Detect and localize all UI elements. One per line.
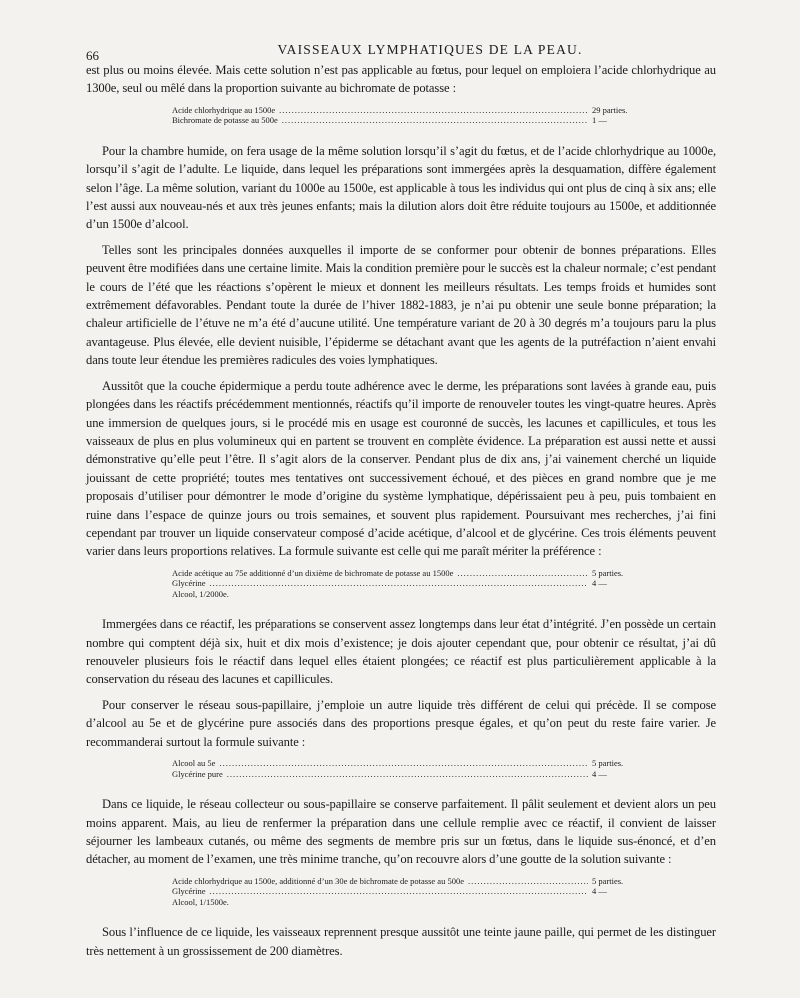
ingredient-quantity: 5 parties. bbox=[592, 567, 624, 578]
ingredient-quantity: 5 parties. bbox=[592, 875, 624, 886]
ingredient-quantity: 4 — bbox=[592, 886, 607, 897]
paragraph-0: est plus ou moins élevée. Mais cette solution n’est pas applicable au fœtus, pour lequel on emploiera l’acide chlorhydrique au 1300e, seul ou mêlé dans la proportion suivante au bichromate de potasse : bbox=[86, 63, 716, 96]
ingredient-name: Glycérine bbox=[172, 578, 206, 589]
leader-dots bbox=[468, 876, 588, 887]
formula-row bbox=[172, 876, 642, 887]
paragraph-1: Pour la chambre humide, on fera usage de la même solution lorsqu’il s’agit du fœtus, et de l’acide chlorhydrique au 1000e, lorsqu’il s’agit de l’adulte. Le liquide, dans lequel les préparations sont immergées après la desquamation, diffère également selon l’âge. La même solution, variant du 1000e au 1500e, est applicable à tous les individus qui ont plus de cinq à six ans; elle l’est aussi aux nouveau-nés et aux très jeunes enfants; mais la dilution alors doit être réduite toujours au 1500e, et additionnée d’un 1500e d’alcool. bbox=[86, 143, 716, 232]
leader-dots bbox=[219, 758, 588, 769]
ingredient-name: Alcool au 5e bbox=[172, 758, 216, 769]
running-head: VAISSEAUX LYMPHATIQUES DE LA PEAU. bbox=[277, 42, 583, 57]
formula-2 bbox=[172, 568, 642, 600]
paragraph-2: Telles sont les principales données auxquelles il importe de se conformer pour obtenir de bonnes préparations. Elles peuvent être modifiées dans une certaine limite. Mais la condition première pour le succès est la chaleur normale; c’est pendant le cours de l’été que les réactions s’opèrent le mieux et donnent les meilleurs résultats. Les temps froids et humides sont extrêmement défavorables. Pendant toute la durée de l’hiver 1882-1883, je n’ai pu obtenir une seule bonne préparation; la chaleur artificielle de l’étuve ne m’a été d’aucune utilité. Une température variant de 20 à 30 degrés m’a toujours paru la plus avantageuse. Plus élevée, elle devient nuisible, l’épiderme se détachant avant que les agents de la putréfaction n’aient envahi dans toute leur étendue les premières radicules des voies lymphatiques. bbox=[86, 242, 716, 368]
formula-row bbox=[172, 115, 642, 126]
formula-row bbox=[172, 105, 642, 116]
formula-1 bbox=[172, 105, 642, 126]
ingredient-quantity: 1 — bbox=[592, 115, 607, 126]
formula-3 bbox=[172, 758, 642, 779]
body-text bbox=[86, 61, 716, 967]
formula-row bbox=[172, 589, 642, 600]
formula-4 bbox=[172, 876, 642, 908]
formula-row bbox=[172, 758, 642, 769]
paragraph-6: Dans ce liquide, le réseau collecteur ou sous-papillaire se conserve parfaitement. Il pâlit seulement et devient alors un peu moins apparent. Mais, au lieu de renfermer la préparation dans une cellule remplie avec ce réactif, il convient de laisser séjourner les lambeaux cutanés, ou même des segments de membre pris sur un fœtus, dans le liquide sus-énoncé, et d’en détacher, au moment de l’examen, une très minime tranche, qu’on recouvre alors d’une goutte de la solution suivante : bbox=[86, 797, 716, 867]
page-number: 66 bbox=[86, 48, 99, 63]
ingredient-name: Alcool, 1/2000e. bbox=[172, 588, 229, 599]
leader-dots bbox=[282, 115, 588, 126]
ingredient-name: Acide chlorhydrique au 1500e bbox=[172, 104, 276, 115]
formula-row bbox=[172, 897, 642, 908]
ingredient-name: Glycérine bbox=[172, 886, 206, 897]
leader-dots bbox=[227, 769, 588, 780]
leader-dots bbox=[457, 568, 588, 579]
formula-row bbox=[172, 578, 642, 589]
ingredient-name: Glycérine pure bbox=[172, 768, 223, 779]
paragraph-7: Sous l’influence de ce liquide, les vaisseaux reprennent presque aussitôt une teinte jaune paille, qui permet de les distinguer très nettement à un grossissement de 200 diamètres. bbox=[86, 925, 716, 958]
ingredient-name: Alcool, 1/1500e. bbox=[172, 896, 229, 907]
leader-dots bbox=[210, 886, 588, 897]
ingredient-name: Acide chlorhydrique au 1500e, additionné d’un 30e de bichromate de potasse au 500e bbox=[172, 875, 464, 886]
paragraph-5: Pour conserver le réseau sous-papillaire, j’emploie un autre liquide très différent de celui qui précède. Il se compose d’alcool au 5e et de glycérine pure associés dans des proportions presque égales, et qu’on peut du reste faire varier. Je recommanderai surtout la formule suivante : bbox=[86, 697, 716, 749]
ingredient-quantity: 4 — bbox=[592, 578, 607, 589]
ingredient-name: Acide acétique au 75e additionné d’un dixième de bichromate de potasse au 1500e bbox=[172, 567, 454, 578]
formula-row bbox=[172, 769, 642, 780]
ingredient-quantity: 5 parties. bbox=[592, 758, 624, 769]
paragraph-3: Aussitôt que la couche épidermique a perdu toute adhérence avec le derme, les préparations sont lavées à grande eau, puis plongées dans les réactifs précédemment mentionnés, réactifs qu’il importe de renouveler toutes les vingt-quatre heures. Après une immersion de quelques jours, si le procédé mis en usage est couronné de succès, les lacunes et capillicules, et tous les vaisseaux de plus en plus volumineux qui en partent se trouvent en complète évidence. La préparation est aussi nette et aussi démonstrative qu’elle peut l’être. Il s’agit alors de la conserver. Pendant plus de dix ans, j’ai vainement cherché un liquide jouissant de cette propriété; toutes mes tentatives ont successivement échoué, et des pièces en grand nombre que je me proposais d’utiliser pour démontrer le mode d’origine du système lymphatique, dépérissaient peu à peu, puis tombaient en ruine dans l’espace de quinze jours ou trois semaines, et souvent plus rapidement. Poursuivant mes recherches, j’ai fini cependant par trouver un liquide conservateur composé d’acide acétique, d’alcool et de glycérine. Ces trois éléments peuvent varier dans leurs proportions relatives. La formule suivante est celle qui me paraît mériter la préférence : bbox=[86, 378, 716, 559]
formula-row bbox=[172, 568, 642, 579]
leader-dots bbox=[210, 578, 588, 589]
ingredient-quantity: 4 — bbox=[592, 768, 607, 779]
formula-row bbox=[172, 886, 642, 897]
ingredient-quantity: 29 parties. bbox=[592, 104, 628, 115]
leader-dots bbox=[279, 105, 588, 116]
paragraph-4: Immergées dans ce réactif, les préparations se conservent assez longtemps dans leur état d’intégrité. J’en possède un certain nombre qui comptent déjà six, huit et dix mois d’existence; je dois ajouter cependant que, pour obtenir ce résultat, j’ai dû renouveler plusieurs fois le réactif dans lequel elles étaient plongées; ce réactif est plus particulièrement applicable à la conservation du réseau des lacunes et capillicules. bbox=[86, 617, 716, 687]
ingredient-name: Bichromate de potasse au 500e bbox=[172, 115, 278, 126]
